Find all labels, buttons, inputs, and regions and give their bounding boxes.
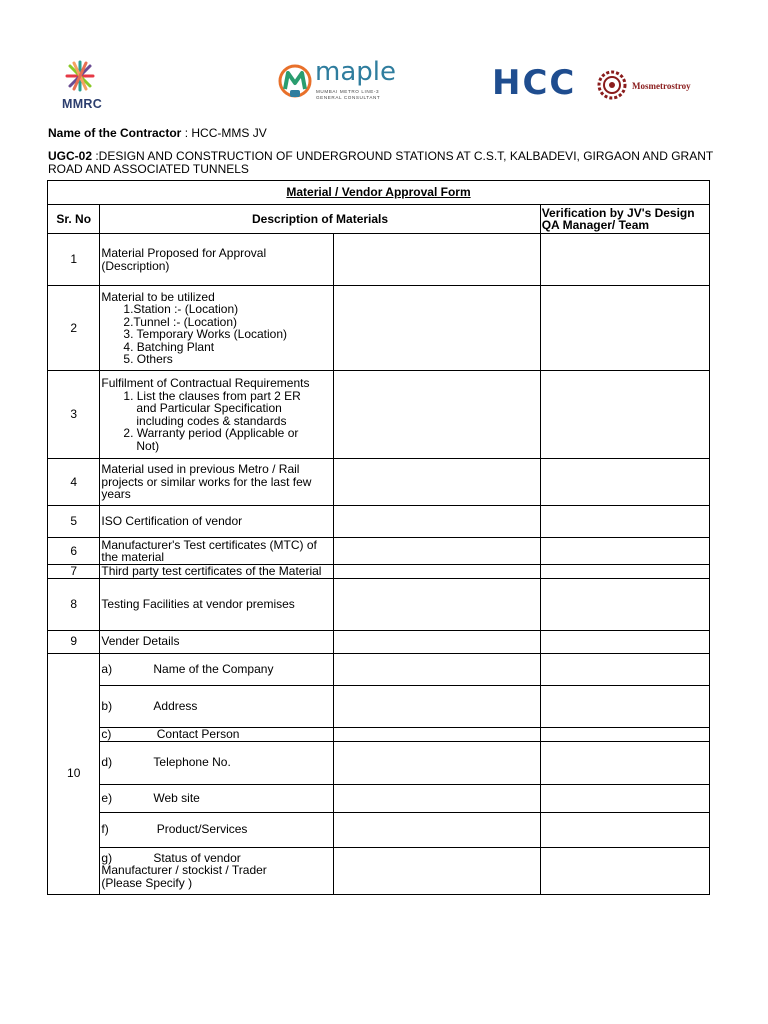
mmrc-emblem-icon (62, 59, 98, 93)
row-number: 3 (48, 371, 100, 459)
vendor-detail-text: Telephone No. (153, 755, 231, 770)
verification-cell[interactable] (540, 578, 709, 630)
vendor-detail-label (100, 653, 334, 685)
row-number: 1 (48, 234, 100, 286)
response-cell[interactable] (334, 565, 541, 579)
mosmetrostroy-gear-icon (596, 69, 628, 101)
vendor-detail-label (100, 784, 334, 812)
row-number: 7 (48, 565, 100, 579)
vendor-detail-label (100, 685, 334, 727)
row-sub-item: 1. List the clauses from part 2 ER (123, 388, 301, 403)
header-verification (540, 205, 709, 234)
row-desc-line: projects or similar works for the last few (101, 474, 312, 489)
vendor-detail-text: Name of the Company (153, 661, 274, 676)
row-number: 8 (48, 578, 100, 630)
vendor-detail-text: Product/Services (153, 822, 248, 837)
table-row (48, 630, 710, 653)
response-cell[interactable] (334, 234, 541, 286)
verification-cell[interactable] (540, 727, 709, 741)
vendor-detail-letter: c) (101, 726, 112, 741)
row-description (100, 234, 334, 286)
vendor-detail-text: Address (153, 698, 198, 713)
row-desc-line: (Description) (101, 258, 170, 273)
verification-cell[interactable] (540, 741, 709, 784)
row-desc-line: Material Proposed for Approval (101, 246, 267, 260)
form-title-row (48, 181, 710, 205)
vendor-detail-text: Status of vendor (153, 850, 241, 865)
package-desc-line1: :DESIGN AND CONSTRUCTION OF UNDERGROUND STATIONS AT C.S.T, KALBADEVI, GIRGAON AND GRANT (92, 149, 714, 163)
table-row (48, 578, 710, 630)
package-code: UGC-02 (48, 149, 93, 163)
verification-cell[interactable] (540, 812, 709, 847)
vendor-detail-row (48, 784, 710, 812)
response-cell[interactable] (334, 784, 541, 812)
row-sub-item-cont: Not) (136, 438, 160, 453)
vendor-status-hint: (Please Specify ) (101, 875, 193, 890)
verification-cell[interactable] (540, 234, 709, 286)
row-sub-item: 1.Station :- (Location) (123, 302, 239, 316)
vendor-status-options: Manufacturer / stockist / Trader (101, 863, 267, 878)
response-cell[interactable] (334, 506, 541, 538)
form-title (48, 181, 710, 205)
row-desc-line: Material used in previous Metro / Rail (101, 462, 300, 477)
verification-cell[interactable] (540, 784, 709, 812)
row-sub-item: 2.Tunnel :- (Location) (123, 314, 238, 329)
vendor-detail-label (100, 727, 334, 741)
vendor-detail-label (100, 741, 334, 784)
response-cell[interactable] (334, 371, 541, 459)
form-title-text: Material / Vendor Approval Form (286, 185, 471, 200)
vendor-detail-letter: g) (101, 850, 113, 865)
verification-cell[interactable] (540, 685, 709, 727)
table-row (48, 506, 710, 538)
header-description: Description of Materials (100, 205, 540, 234)
row-description: Third party test certificates of the Material (100, 565, 334, 579)
response-cell[interactable] (334, 847, 541, 894)
row-description: Vender Details (100, 630, 334, 653)
verification-cell[interactable] (540, 371, 709, 459)
verification-cell[interactable] (540, 506, 709, 538)
header-row (48, 205, 710, 234)
response-cell[interactable] (334, 727, 541, 741)
header-verification-line2: QA Manager/ Team (541, 218, 650, 232)
vendor-detail-label (100, 812, 334, 847)
table-row (48, 538, 710, 565)
verification-cell[interactable] (540, 847, 709, 894)
row-sub-item: 5. Others (123, 352, 173, 366)
row-number: 5 (48, 506, 100, 538)
vendor-detail-letter: b) (101, 698, 113, 713)
contractor-line (48, 127, 267, 140)
table-row (48, 459, 710, 506)
maple-subtitle-line1: MUMBAI METRO LINE-3 (316, 89, 380, 94)
row-sub-item-cont: and Particular Specification (136, 401, 282, 415)
vendor-detail-row (48, 812, 710, 847)
row-desc-line: years (101, 487, 131, 502)
response-cell[interactable] (334, 812, 541, 847)
response-cell[interactable] (334, 630, 541, 653)
vendor-detail-letter: a) (101, 661, 113, 676)
header-verification-line1: Verification by JV's Design (541, 205, 695, 220)
row-sub-item: 3. Temporary Works (Location) (123, 327, 288, 341)
row-desc-line: Material to be utilized (101, 289, 215, 304)
table-row (48, 371, 710, 459)
response-cell[interactable] (334, 685, 541, 727)
row-desc-line: the material (101, 550, 165, 564)
row-description (100, 459, 334, 506)
contractor-value: HCC-MMS JV (191, 126, 267, 140)
row-number: 6 (48, 538, 100, 565)
vendor-detail-row (48, 685, 710, 727)
vendor-detail-text: Contact Person (153, 726, 240, 741)
row-description (100, 371, 334, 459)
vendor-detail-label (100, 847, 334, 894)
mosmetrostroy-text: Mosmetrostroy (632, 81, 691, 91)
maple-subtitle-line2: GENERAL CONSULTANT (316, 95, 381, 100)
table-row (48, 234, 710, 286)
logo-bar (0, 55, 768, 115)
verification-cell[interactable] (540, 653, 709, 685)
response-cell[interactable] (334, 653, 541, 685)
row-number: 4 (48, 459, 100, 506)
row-desc-line: Manufacturer's Test certificates (MTC) of (101, 537, 317, 552)
row-number: 9 (48, 630, 100, 653)
table-row (48, 565, 710, 579)
maple-logo-text: maple (315, 57, 396, 87)
maple-subtitle (316, 89, 380, 101)
vendor-detail-row (48, 741, 710, 784)
row-number: 10 (48, 653, 100, 894)
vendor-detail-letter: f) (101, 822, 109, 837)
vendor-detail-letter: e) (101, 790, 113, 805)
mmrc-logo-text: MMRC (62, 97, 103, 111)
verification-cell[interactable] (540, 459, 709, 506)
vendor-detail-row (48, 847, 710, 894)
response-cell[interactable] (334, 286, 541, 371)
vendor-detail-text: Web site (153, 790, 200, 805)
row-sub-item: 4. Batching Plant (123, 339, 215, 354)
response-cell[interactable] (334, 578, 541, 630)
maple-logo (278, 57, 398, 111)
vendor-detail-row (48, 727, 710, 741)
hcc-logo (492, 63, 712, 105)
package-desc-line2: ROAD AND ASSOCIATED TUNNELS (48, 161, 249, 176)
package-description (48, 150, 713, 175)
contractor-separator: : (181, 126, 192, 140)
header-sr-no: Sr. No (48, 205, 100, 234)
verification-cell[interactable] (540, 565, 709, 579)
approval-form-table (47, 180, 710, 895)
hcc-logo-text: HCC (492, 63, 577, 103)
row-description: Testing Facilities at vendor premises (100, 578, 334, 630)
verification-cell[interactable] (540, 630, 709, 653)
response-cell[interactable] (334, 538, 541, 565)
verification-cell[interactable] (540, 538, 709, 565)
maple-emblem-icon (278, 63, 312, 103)
row-description: ISO Certification of vendor (100, 506, 334, 538)
verification-cell[interactable] (540, 286, 709, 371)
contractor-label: Name of the Contractor (48, 126, 182, 140)
vendor-detail-row (48, 653, 710, 685)
row-number: 2 (48, 286, 100, 371)
response-cell[interactable] (334, 459, 541, 506)
row-description (100, 538, 334, 565)
vendor-detail-letter: d) (101, 755, 113, 770)
row-desc-line: Fulfilment of Contractual Requirements (101, 376, 310, 390)
row-description (100, 286, 334, 371)
table-row (48, 286, 710, 371)
row-sub-item: 2. Warranty period (Applicable or (123, 426, 299, 440)
mmrc-logo (56, 59, 112, 111)
response-cell[interactable] (334, 741, 541, 784)
row-sub-item-cont: including codes & standards (136, 413, 287, 428)
